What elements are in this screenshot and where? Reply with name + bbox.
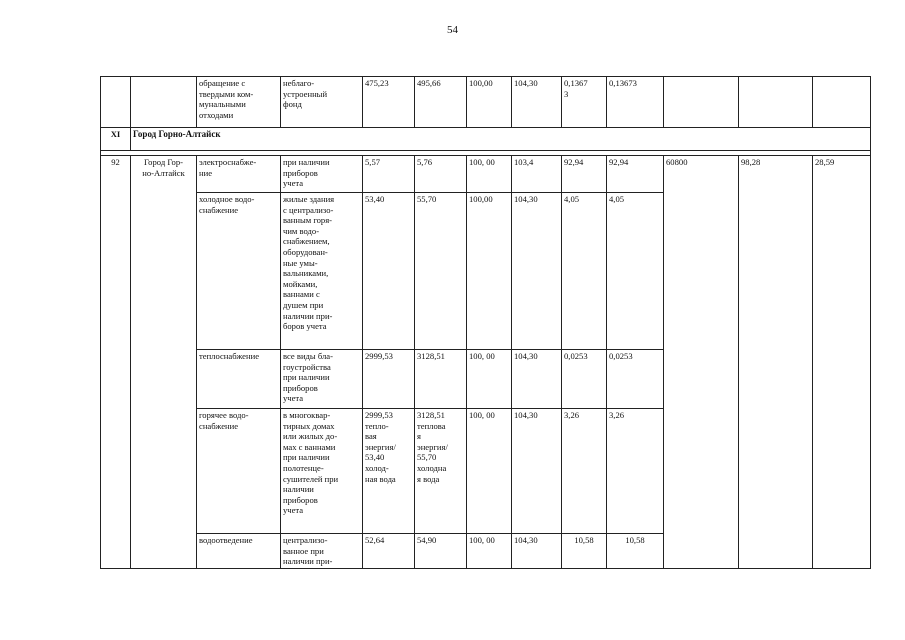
cell-line: 3128,51 bbox=[417, 410, 445, 420]
cell-line: устроенный bbox=[283, 88, 328, 99]
cell-line: 53,40 bbox=[365, 452, 385, 463]
cell-line: при наличии bbox=[283, 157, 330, 167]
index-2 bbox=[512, 534, 562, 569]
share-b-cell bbox=[813, 77, 871, 128]
cell-line: 52,64 bbox=[365, 535, 385, 545]
share-a-cell bbox=[739, 77, 813, 128]
cell-line: 28,59 bbox=[815, 157, 835, 167]
cell-line: 104,30 bbox=[514, 535, 538, 545]
volume-1 bbox=[562, 409, 607, 534]
volume-2 bbox=[607, 156, 664, 193]
volume-1 bbox=[562, 534, 607, 569]
service-condition bbox=[281, 193, 363, 350]
cell-line: 55,70 bbox=[417, 452, 437, 463]
cell-line: электроснабже- bbox=[199, 157, 257, 167]
cell-line: 92,94 bbox=[609, 157, 629, 167]
cell-line: 104,30 bbox=[514, 410, 538, 420]
index-2 bbox=[512, 350, 562, 409]
cell-line: 10,58 bbox=[625, 535, 645, 545]
index-2 bbox=[512, 193, 562, 350]
share-b-value bbox=[813, 156, 871, 569]
cell-line: обращение с bbox=[199, 78, 246, 88]
volume-1 bbox=[562, 350, 607, 409]
cell-line: жилые здания bbox=[283, 194, 335, 204]
cell-line: гоустройства bbox=[283, 361, 331, 372]
cell-line: 5,57 bbox=[365, 157, 381, 167]
cell-line: 2999,53 bbox=[365, 351, 393, 361]
index-2 bbox=[512, 409, 562, 534]
row-number bbox=[101, 156, 131, 569]
cell-line: ванное при bbox=[283, 545, 324, 556]
cell-line: 0,1367 bbox=[564, 78, 588, 88]
index-2 bbox=[512, 156, 562, 193]
cell-line: 0,0253 bbox=[609, 351, 633, 361]
condition-cell bbox=[281, 77, 363, 128]
service-name bbox=[197, 350, 281, 409]
cell-line: XI bbox=[110, 129, 121, 139]
index-1 bbox=[467, 350, 512, 409]
cell-line: 4,05 bbox=[564, 194, 580, 204]
share-a-value bbox=[739, 156, 813, 569]
cell-line: теплова bbox=[417, 420, 446, 431]
cell-line: чим водо- bbox=[283, 225, 320, 236]
cell-line: Город Горно-Алтайск bbox=[133, 129, 221, 139]
cell-line: твердыми ком- bbox=[199, 88, 254, 99]
cell-line: 5,76 bbox=[417, 157, 433, 167]
volume-1 bbox=[562, 193, 607, 350]
volume-2-cell bbox=[607, 77, 664, 128]
cell-line: или жилых до- bbox=[283, 431, 338, 442]
cell-line: 4,05 bbox=[609, 194, 625, 204]
service-condition bbox=[281, 156, 363, 193]
cell-line: тепло- bbox=[365, 420, 389, 431]
cell-line: оборудован- bbox=[283, 246, 328, 257]
cell-line: наличии при- bbox=[283, 556, 333, 567]
cell-line: 53,40 bbox=[365, 194, 385, 204]
cell-line: водоотведение bbox=[199, 535, 253, 545]
volume-2 bbox=[607, 350, 664, 409]
cell-line: ние bbox=[199, 167, 213, 178]
cell-line: при наличии bbox=[283, 452, 330, 463]
cell-line: 54,90 bbox=[417, 535, 437, 545]
cell-line: наличии bbox=[283, 484, 314, 495]
cell-line: 104,30 bbox=[514, 351, 538, 361]
service-name bbox=[197, 409, 281, 534]
cell-line: при наличии bbox=[283, 372, 330, 383]
index-1 bbox=[467, 409, 512, 534]
cell-line: мойками, bbox=[283, 278, 318, 289]
cell-line: 92 bbox=[111, 157, 120, 167]
cell-line: 0,0253 bbox=[564, 351, 588, 361]
index-2-cell bbox=[512, 77, 562, 128]
cell-line: снабжение bbox=[199, 204, 239, 215]
cell-line: 103,4 bbox=[514, 157, 534, 167]
cell-line: отходами bbox=[199, 109, 234, 120]
cell-line: снабжением, bbox=[283, 236, 330, 247]
tariff-2 bbox=[415, 193, 467, 350]
section-number bbox=[101, 128, 131, 151]
cell-line: горячее водо- bbox=[199, 410, 249, 420]
service-condition bbox=[281, 534, 363, 569]
cell-line: 100, 00 bbox=[469, 535, 495, 545]
volume-2 bbox=[607, 409, 664, 534]
tariff-2 bbox=[415, 156, 467, 193]
tariff-2 bbox=[415, 409, 467, 534]
cell-line: мах с ваннами bbox=[283, 441, 336, 452]
cell-line: вальниками, bbox=[283, 268, 329, 279]
cell-line: 475,23 bbox=[365, 78, 389, 88]
cell-line: приборов bbox=[283, 167, 318, 178]
section-row bbox=[101, 128, 871, 151]
cell-line: 60800 bbox=[666, 157, 688, 167]
cell-line: 3,26 bbox=[564, 410, 580, 420]
cell-line: 98,28 bbox=[741, 157, 761, 167]
cell-line: мунальными bbox=[199, 99, 246, 110]
page-number: 54 bbox=[447, 24, 458, 36]
cell-line: но-Алтайск bbox=[142, 167, 185, 178]
cell-line: ванным горя- bbox=[283, 215, 333, 226]
cell-line: энергия/ bbox=[365, 441, 396, 452]
cell-line: теплоснабжение bbox=[199, 351, 260, 361]
cell-line: 100,00 bbox=[469, 78, 493, 88]
cell-line: 104,30 bbox=[514, 78, 538, 88]
cell-line: вая bbox=[365, 431, 377, 442]
cell-line: 100, 00 bbox=[469, 351, 495, 361]
index-1 bbox=[467, 534, 512, 569]
cell-line: душем при bbox=[283, 299, 324, 310]
cell-line: приборов bbox=[283, 494, 318, 505]
service-condition bbox=[281, 350, 363, 409]
cell-line: фонд bbox=[283, 99, 302, 110]
cell-line: 100, 00 bbox=[469, 410, 495, 420]
tariff-1-cell bbox=[363, 77, 415, 128]
table-row bbox=[101, 156, 871, 193]
tariff-2 bbox=[415, 534, 467, 569]
cell-line: сушителей при bbox=[283, 473, 339, 484]
municipality-name bbox=[131, 156, 197, 569]
service-name bbox=[197, 193, 281, 350]
cell-line: неблаго- bbox=[283, 78, 315, 88]
tariff-1 bbox=[363, 409, 415, 534]
index-1 bbox=[467, 156, 512, 193]
cell-line: 3 bbox=[564, 88, 569, 99]
section-title bbox=[131, 128, 871, 151]
population-value bbox=[664, 156, 739, 569]
population-cell bbox=[664, 77, 739, 128]
cell-line: в многоквар- bbox=[283, 410, 331, 420]
cell-line: холодное водо- bbox=[199, 194, 255, 204]
volume-2 bbox=[607, 534, 664, 569]
tariff-1 bbox=[363, 156, 415, 193]
service-name bbox=[197, 156, 281, 193]
cell-line: энергия/ bbox=[417, 441, 448, 452]
cell-line: ная вода bbox=[365, 473, 396, 484]
cell-line: 495,66 bbox=[417, 78, 441, 88]
row-num-cell bbox=[101, 77, 131, 128]
cell-line: централизо- bbox=[283, 535, 328, 545]
tariff-2-cell bbox=[415, 77, 467, 128]
index-1 bbox=[467, 193, 512, 350]
cell-line: 3,26 bbox=[609, 410, 625, 420]
cell-line: тирных домах bbox=[283, 420, 335, 431]
cell-line: снабжение bbox=[199, 420, 239, 431]
tariff-1 bbox=[363, 193, 415, 350]
cell-line: 3128,51 bbox=[417, 351, 445, 361]
cell-line: учета bbox=[283, 393, 304, 404]
cell-line: полотенце- bbox=[283, 462, 324, 473]
cell-line: 100,00 bbox=[469, 194, 493, 204]
cell-line: 10,58 bbox=[574, 535, 594, 545]
cell-line: я bbox=[417, 431, 421, 442]
cell-line: 2999,53 bbox=[365, 410, 393, 420]
service-condition bbox=[281, 409, 363, 534]
volume-1-cell bbox=[562, 77, 607, 128]
cell-line: холод- bbox=[365, 462, 389, 473]
volume-1 bbox=[562, 156, 607, 193]
municipality-cell bbox=[131, 77, 197, 128]
tariff-table bbox=[100, 76, 871, 569]
cell-line: с централизо- bbox=[283, 204, 334, 215]
cell-line: 92,94 bbox=[564, 157, 584, 167]
cell-line: холодна bbox=[417, 462, 447, 473]
cell-line: Город Гор- bbox=[143, 157, 184, 167]
table-row-continuation bbox=[101, 77, 871, 128]
index-1-cell bbox=[467, 77, 512, 128]
cell-line: ваннами с bbox=[283, 289, 320, 300]
service-name bbox=[197, 534, 281, 569]
cell-line: боров учета bbox=[283, 321, 327, 332]
cell-line: 104,30 bbox=[514, 194, 538, 204]
cell-line: учета bbox=[283, 178, 304, 189]
tariff-1 bbox=[363, 350, 415, 409]
cell-line: ные умы- bbox=[283, 257, 318, 268]
cell-line: приборов bbox=[283, 382, 318, 393]
cell-line: я вода bbox=[417, 473, 440, 484]
volume-2 bbox=[607, 193, 664, 350]
service-cell bbox=[197, 77, 281, 128]
cell-line: учета bbox=[283, 505, 304, 516]
cell-line: 0,13673 bbox=[609, 78, 637, 88]
tariff-1 bbox=[363, 534, 415, 569]
cell-line: наличии при- bbox=[283, 310, 333, 321]
tariff-2 bbox=[415, 350, 467, 409]
cell-line: 55,70 bbox=[417, 194, 437, 204]
cell-line: 100, 00 bbox=[469, 157, 495, 167]
cell-line: все виды бла- bbox=[283, 351, 333, 361]
